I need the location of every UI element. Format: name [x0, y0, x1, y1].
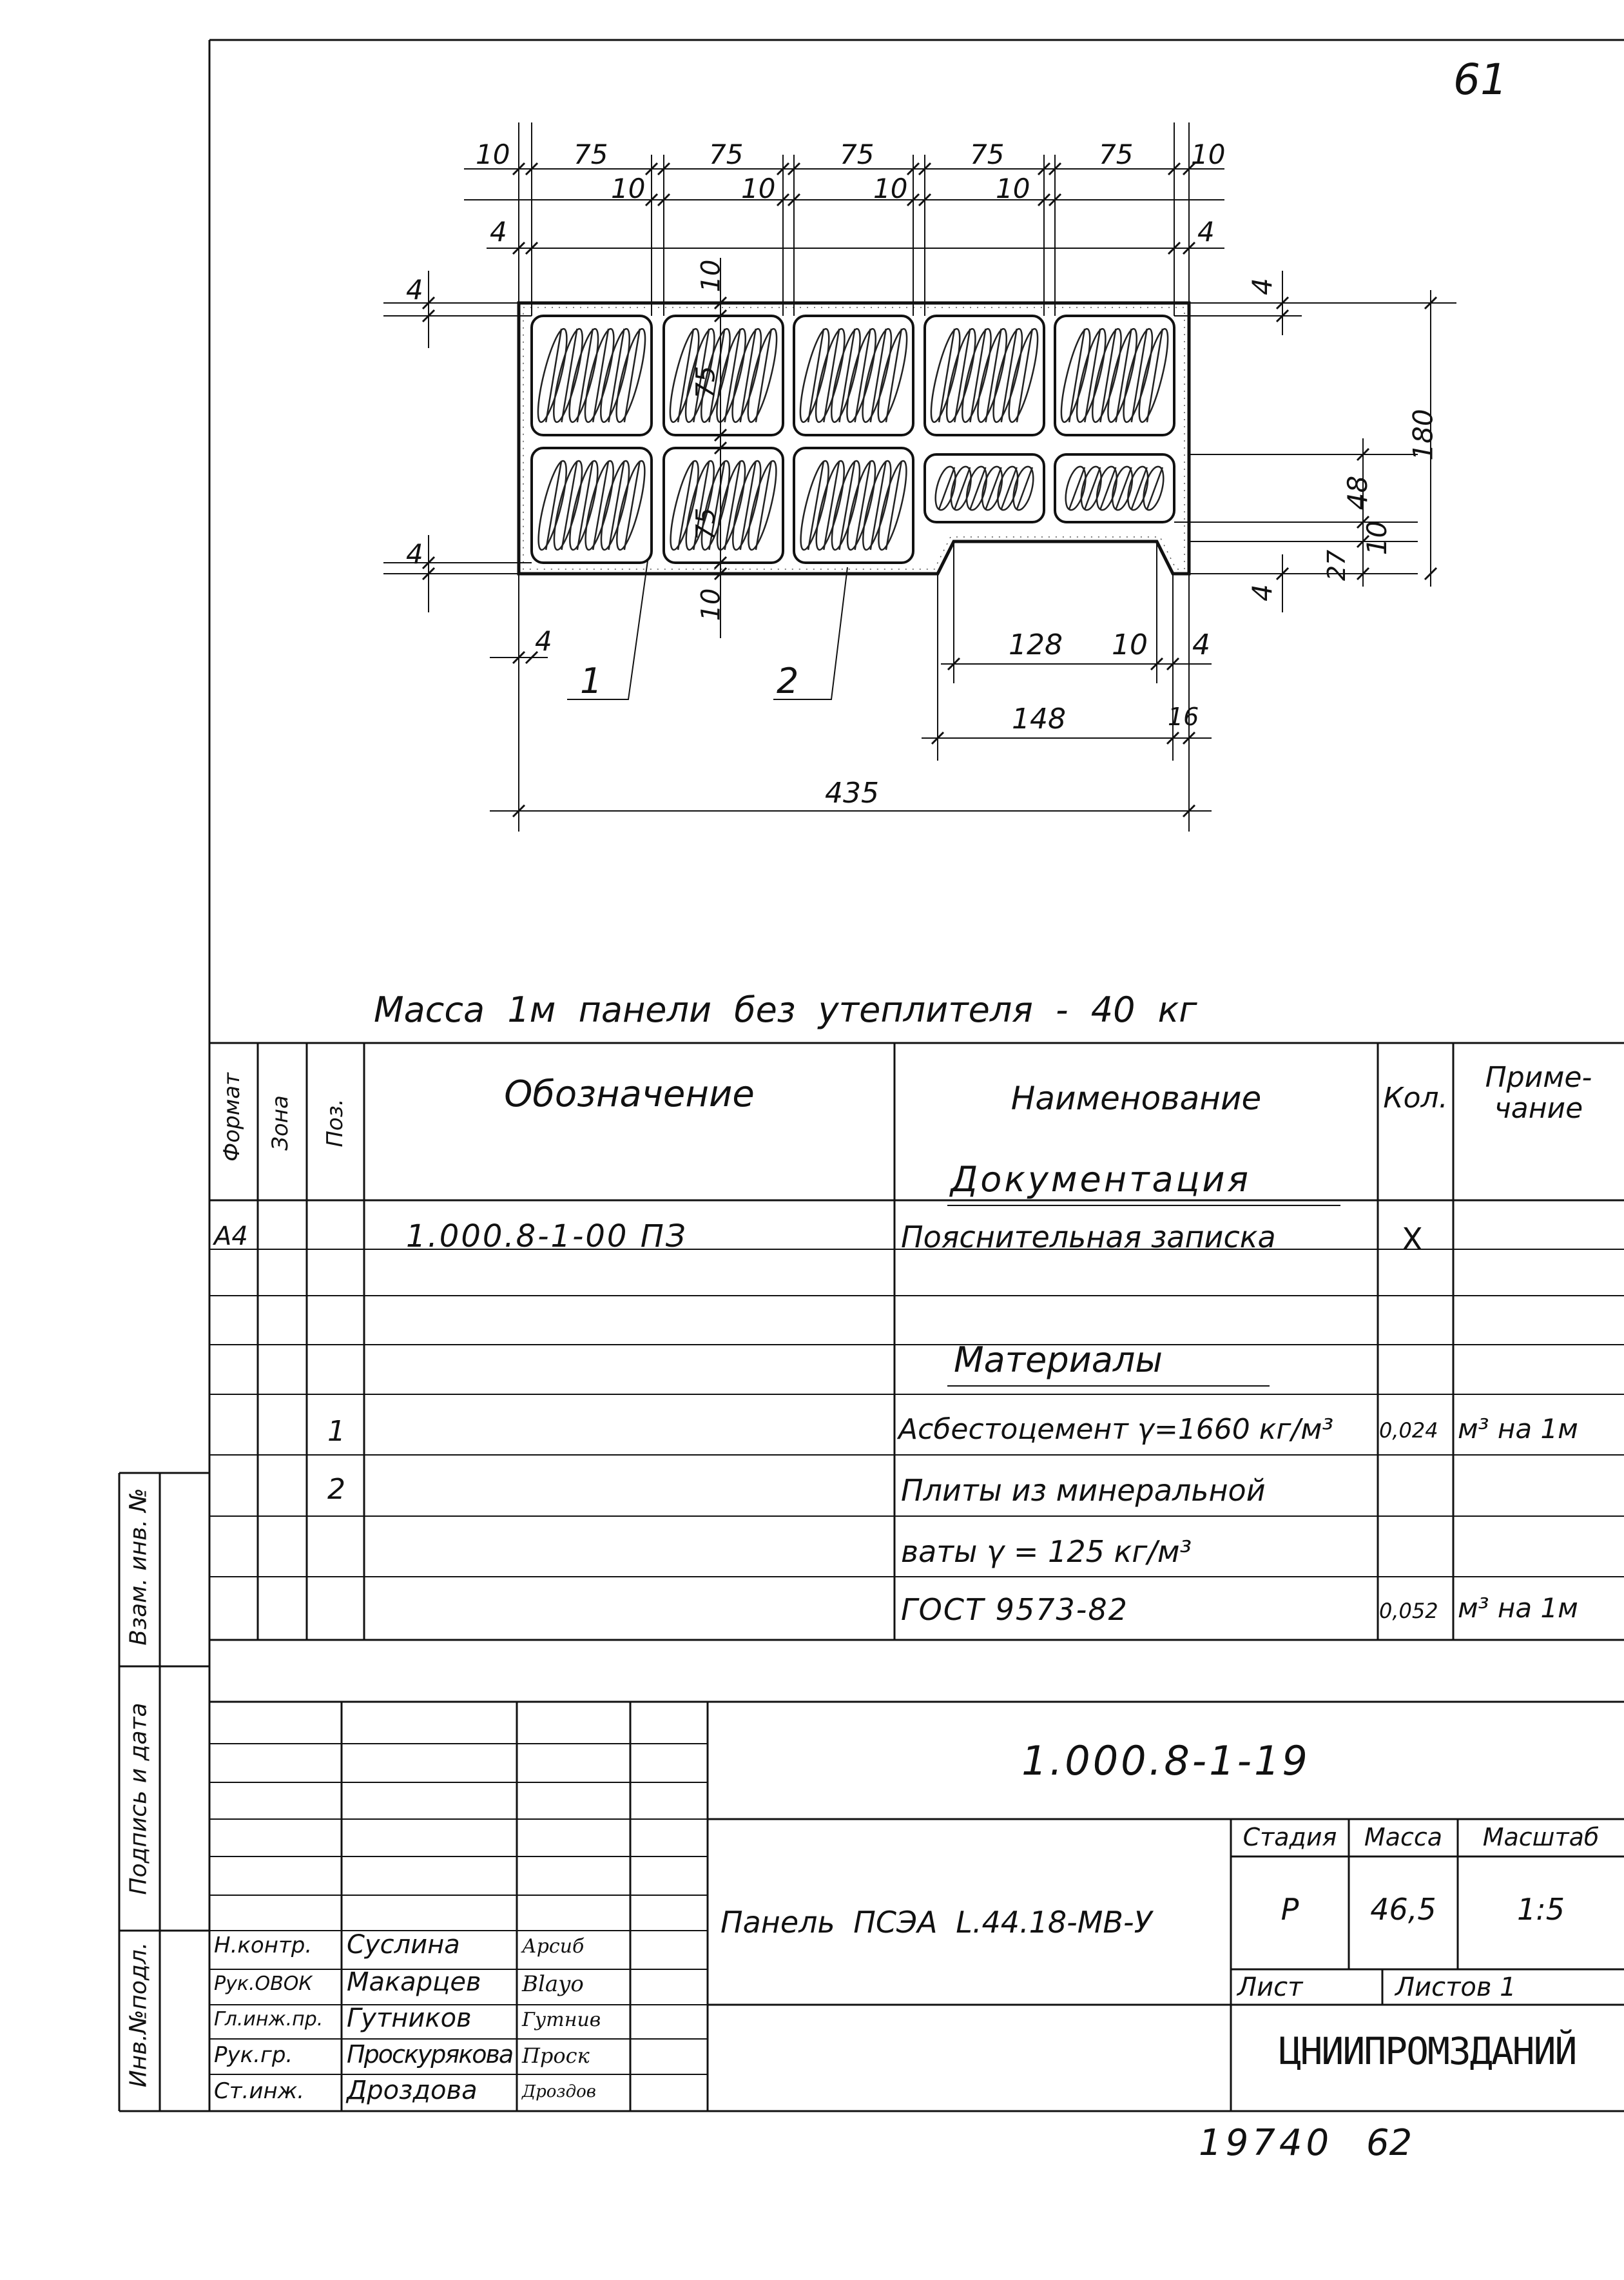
dim-bottom-4: 4 [1192, 628, 1210, 661]
mass-label: Масса [1364, 1823, 1443, 1851]
header-zone: Зона [267, 1095, 293, 1151]
row-mat1-name: Асбестоцемент γ=1660 кг/м³ [898, 1413, 1334, 1446]
sheet-label: Лист [1237, 1973, 1303, 2002]
dim-left-bottom-4: 4 [406, 538, 423, 570]
dim-top-inner-10-3: 10 [873, 173, 908, 204]
header-qty: Кол. [1383, 1082, 1448, 1115]
stage-label: Стадия [1242, 1823, 1337, 1851]
stage-value: Р [1281, 1892, 1299, 1927]
row-mat2-name-a: Плиты из минеральной [901, 1473, 1266, 1508]
name-makartsev: Макарцев [347, 1967, 481, 1997]
row-mat1-note: м³ на 1м [1458, 1413, 1578, 1445]
header-note: Приме- чание [1485, 1061, 1592, 1125]
role-ruk-ovok: Рук.ОВОК [214, 1973, 313, 1995]
dim-right-180: 180 [1407, 409, 1439, 461]
title-block-code: 1.000.8-1-19 [1021, 1737, 1310, 1784]
row-mat2-pos: 2 [327, 1473, 345, 1506]
dim-bottom-10: 10 [1112, 628, 1148, 661]
row-mat2-note: м³ на 1м [1458, 1592, 1578, 1624]
row-doc-designation: 1.000.8-1-00 ПЗ [406, 1218, 688, 1254]
page-number: 61 [1453, 55, 1507, 104]
header-pos: Поз. [322, 1098, 348, 1147]
scale-value: 1:5 [1516, 1892, 1565, 1927]
dim-inner-10-top: 10 [696, 259, 726, 293]
callout-2: 2 [777, 661, 799, 701]
footer-sheet-number: 62 [1366, 2122, 1413, 2164]
section-docs: Документация [951, 1159, 1251, 1200]
header-format: Формат [219, 1073, 245, 1162]
role-n-kontr: Н.контр. [214, 1933, 313, 1958]
row-mat1-qty: 0,024 [1379, 1418, 1438, 1443]
footer-archive-number: 19740 [1199, 2122, 1333, 2164]
mass-note: Масса 1м панели без утеплителя - 40 кг [374, 989, 1197, 1030]
dim-bottom-16: 16 [1168, 703, 1199, 731]
role-ruk-gr: Рук.гр. [214, 2042, 293, 2068]
dim-right-27: 27 [1322, 549, 1351, 581]
side-stamp-vzam-inv: Взам. инв. № [125, 1488, 152, 1646]
section-materials: Материалы [954, 1340, 1163, 1380]
dim-top-75-4: 75 [970, 139, 1005, 170]
role-st-inzh: Ст.инж. [214, 2078, 305, 2104]
dim-inner-10-bottom: 10 [696, 588, 726, 621]
dim-top-inner-10-2: 10 [741, 173, 776, 204]
dim-bottom-128: 128 [1009, 628, 1063, 661]
sign-suslina: Арсиб [522, 1935, 585, 1958]
row-doc-name: Пояснительная записка [901, 1220, 1276, 1254]
sign-makartsev: Blayo [522, 1971, 584, 1997]
row-doc-format: А4 [214, 1222, 248, 1251]
row-mat2-name-c: ГОСТ 9573-82 [901, 1592, 1128, 1627]
dim-bottom-148: 148 [1012, 703, 1066, 736]
sign-drozdova: Дроздов [522, 2082, 596, 2101]
dim-top-75-1: 75 [574, 139, 608, 170]
name-proskuryakova: Проскурякова [347, 2040, 513, 2069]
dim-top-75-2: 75 [709, 139, 744, 170]
dim-left-top-4: 4 [406, 274, 423, 306]
dim-bottom-left-4: 4 [535, 625, 552, 657]
mass-value: 46,5 [1370, 1892, 1436, 1927]
sign-proskuryakova: Проск [522, 2043, 590, 2068]
name-gutnikov: Гутников [347, 2003, 472, 2033]
dim-top-inner-10-1: 10 [611, 173, 646, 204]
row-mat2-qty: 0,052 [1379, 1599, 1438, 1623]
dim-top-right-4: 4 [1197, 216, 1215, 248]
name-suslina: Суслина [347, 1930, 460, 1960]
organization-name: ЦНИИПРОМЗДАНИЙ [1279, 2029, 1576, 2073]
dim-right-10: 10 [1361, 520, 1393, 556]
name-drozdova: Дроздова [347, 2076, 478, 2105]
panel-section [519, 303, 1189, 574]
dim-top-75-3: 75 [840, 139, 875, 170]
row-doc-qty: X [1402, 1222, 1423, 1258]
dim-top-inner-10-4: 10 [996, 173, 1030, 204]
header-designation: Обозначение [504, 1073, 755, 1115]
dim-right-48: 48 [1342, 475, 1374, 511]
header-name: Наименование [1010, 1080, 1262, 1117]
sheets-label: Листов 1 [1395, 1973, 1516, 2002]
title-block-title: Панель ПСЭА L.44.18-МВ-У [720, 1905, 1152, 1940]
dim-top-10-right: 10 [1191, 139, 1226, 170]
dim-top-75-5: 75 [1099, 139, 1134, 170]
dim-top-left-4: 4 [490, 216, 507, 248]
dim-inner-75-top: 75 [691, 365, 721, 399]
dim-top-10-left: 10 [476, 139, 510, 170]
callout-1: 1 [580, 661, 603, 701]
side-stamp-inv-podl: Инв.№подл. [125, 1942, 152, 2088]
side-stamp-signature-date: Подпись и дата [125, 1702, 152, 1895]
sign-gutnikov: Гутнив [522, 2009, 601, 2031]
dim-right-4-top: 4 [1246, 278, 1278, 295]
row-mat2-name-b: ваты γ = 125 кг/м³ [901, 1534, 1192, 1569]
scale-label: Масштаб [1482, 1823, 1600, 1851]
row-mat1-pos: 1 [327, 1415, 345, 1448]
dim-right-4-bottom: 4 [1246, 584, 1278, 601]
dim-inner-75-bottom: 75 [691, 507, 721, 541]
role-gl-inzh-pr: Гл.инж.пр. [214, 2008, 324, 2031]
dim-overall-435: 435 [825, 777, 879, 810]
